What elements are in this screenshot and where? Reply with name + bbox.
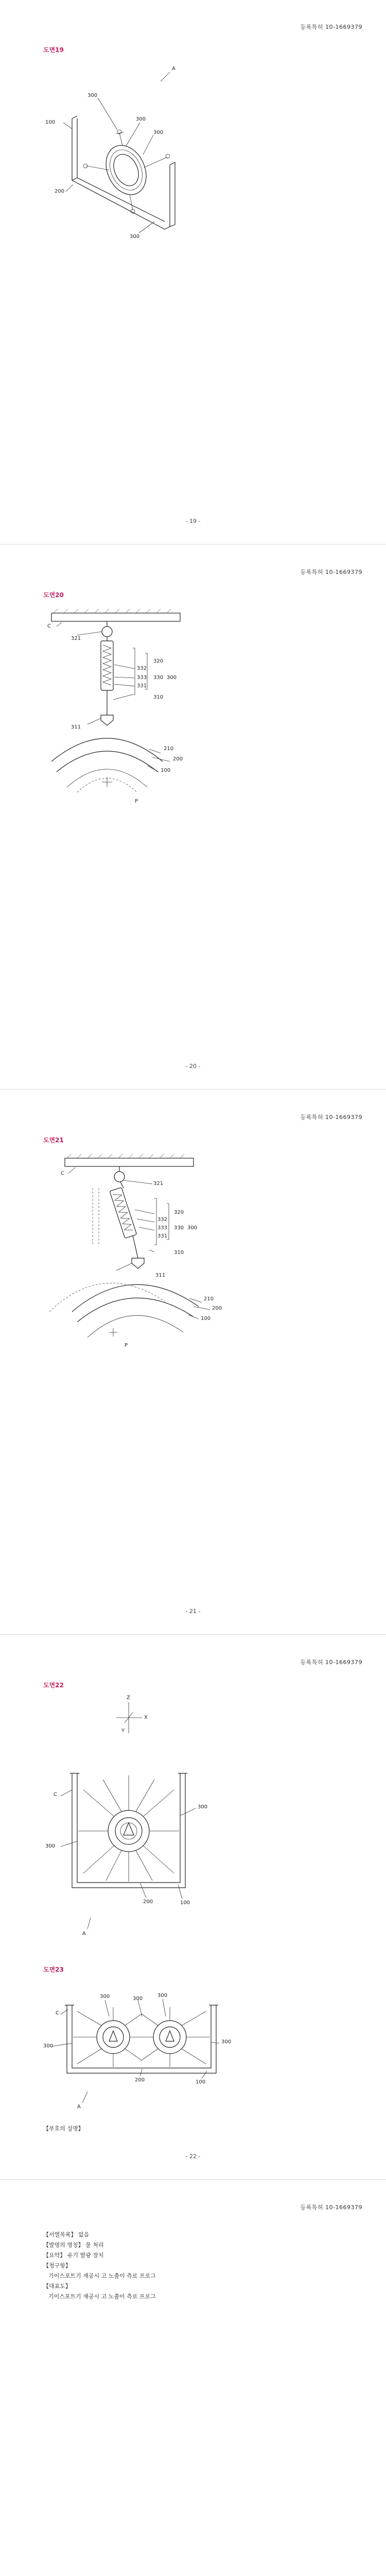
ref-c: C	[54, 1792, 57, 1798]
ref-200: 200	[212, 1306, 222, 1311]
page-header: 등록특허 10-1669379	[300, 24, 362, 30]
figure-23-drawing	[0, 1635, 386, 2150]
ref-300: 300	[187, 1225, 198, 1231]
page-separator	[0, 1634, 386, 1635]
ref-200: 200	[143, 1899, 153, 1905]
ref-300-fig23-left: 300	[43, 2043, 54, 2049]
ref-100-fig23: 100	[196, 2079, 206, 2085]
ref-300: 300	[167, 675, 177, 681]
page-number: - 21 -	[185, 1608, 201, 1615]
ref-310: 310	[153, 694, 164, 700]
figure-label: 도면20	[43, 591, 64, 599]
ref-300-left: 300	[45, 1843, 56, 1849]
patent-page-19	[0, 0, 386, 541]
page-separator	[0, 2179, 386, 2180]
ref-320: 320	[174, 1210, 184, 1215]
ref-300-fig23-right: 300	[221, 2039, 232, 2045]
ref-330: 330	[174, 1225, 184, 1231]
ref-332: 332	[157, 1217, 168, 1223]
figure-label: 도면22	[43, 1682, 64, 1689]
bibliographic-list	[43, 2230, 156, 2302]
ref-z: Z	[127, 1695, 130, 1701]
figure-21-drawing	[0, 1090, 386, 1399]
patent-page-22	[0, 1635, 386, 2176]
ref-100: 100	[45, 120, 56, 125]
ref-333: 333	[157, 1225, 168, 1231]
ref-c-fig23: C	[56, 2010, 59, 2016]
ref-311: 311	[71, 724, 81, 730]
ref-200-fig23: 200	[135, 2077, 145, 2083]
figure-label: 도면21	[43, 1137, 64, 1144]
page-header: 등록특허 10-1669379	[300, 1114, 362, 1121]
biblio-row: 【청구항】	[43, 2262, 71, 2269]
ref-a: A	[172, 66, 176, 72]
ref-p: P	[125, 1343, 128, 1348]
page-header: 등록특허 10-1669379	[300, 1659, 362, 1666]
biblio-row: 【요약】 유기 발광 장치	[43, 2252, 104, 2259]
ref-333: 333	[137, 675, 147, 681]
figure-19-drawing	[0, 0, 386, 258]
biblio-row: 기이스포트기 재공시 고 노출이 측로 프로그	[48, 2293, 156, 2300]
biblio-row: 기이스포트기 재공시 고 노출이 측로 프로그	[48, 2273, 156, 2279]
ref-300-right: 300	[198, 1804, 208, 1810]
ref-331: 331	[157, 1233, 168, 1239]
ref-330: 330	[153, 675, 164, 681]
ref-210: 210	[204, 1296, 214, 1302]
ref-100: 100	[180, 1900, 190, 1906]
ref-300-mid: 300	[136, 116, 146, 122]
biblio-row: 【서열목록】 없음	[43, 2231, 90, 2238]
page-number: - 20 -	[185, 1063, 201, 1070]
page-header: 등록특허 10-1669379	[300, 569, 362, 575]
ref-332: 332	[137, 666, 147, 671]
page-separator	[0, 544, 386, 545]
ref-311: 311	[155, 1273, 166, 1278]
ref-300-fig23-c: 300	[157, 1993, 168, 1998]
ref-a: A	[82, 1931, 86, 1937]
ref-321: 321	[71, 636, 81, 641]
figure-20-drawing	[0, 545, 386, 854]
ref-y: Y	[121, 1728, 125, 1734]
ref-p: P	[135, 799, 138, 804]
page-number: - 22 -	[185, 2153, 201, 2160]
ref-310: 310	[174, 1250, 184, 1256]
ref-300-right: 300	[153, 130, 164, 135]
figure-label: 도면19	[43, 46, 64, 54]
ref-100: 100	[161, 768, 171, 773]
ref-100: 100	[201, 1316, 211, 1321]
ref-320: 320	[153, 658, 164, 664]
symbol-description-heading: 【부호의 설명】	[43, 2125, 84, 2132]
biblio-row: 【발명의 명칭】 물 처리	[43, 2242, 104, 2248]
page-separator	[0, 1089, 386, 1090]
ref-300-fig23-a: 300	[100, 1994, 110, 1999]
ref-300-top: 300	[87, 93, 98, 98]
ref-200: 200	[55, 189, 65, 194]
patent-page-21	[0, 1090, 386, 1631]
figure-label-2: 도면23	[43, 1966, 64, 1973]
ref-c: C	[47, 623, 51, 629]
ref-300-bottom: 300	[130, 234, 140, 240]
ref-a-fig23: A	[77, 2104, 81, 2110]
ref-200: 200	[173, 756, 183, 762]
page-number: - 19 -	[185, 518, 201, 524]
biblio-row: 【대표도】	[43, 2283, 71, 2290]
ref-c: C	[61, 1171, 64, 1176]
ref-321: 321	[153, 1181, 164, 1187]
ref-300-fig23-b: 300	[133, 1996, 143, 2002]
patent-page-23	[0, 2180, 386, 2576]
ref-210: 210	[164, 746, 174, 752]
page-header: 등록특허 10-1669379	[300, 2204, 362, 2211]
ref-331: 331	[137, 683, 147, 689]
ref-x: X	[144, 1715, 148, 1720]
patent-page-20	[0, 545, 386, 1086]
